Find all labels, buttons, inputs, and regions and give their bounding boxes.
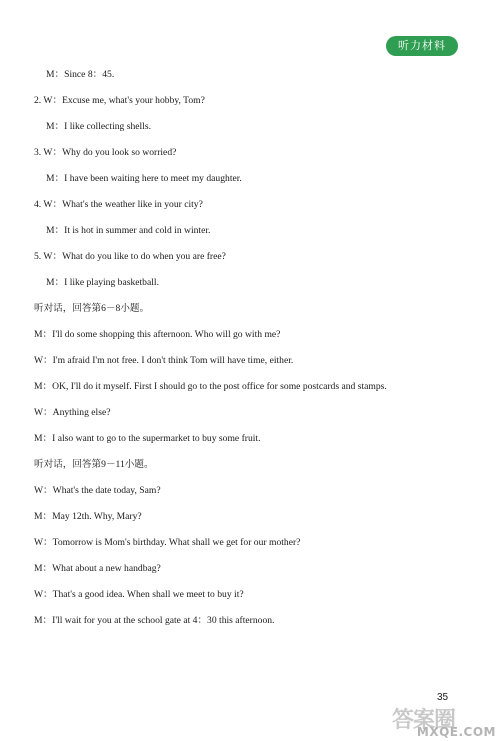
watermark-sub: MXQE.COM bbox=[416, 725, 496, 739]
transcript-line: 2. W：Excuse me, what's your hobby, Tom? bbox=[34, 95, 205, 106]
transcript-line: M：It is hot in summer and cold in winter. bbox=[46, 225, 211, 236]
section-tag: 听力材料 bbox=[386, 36, 458, 56]
transcript-line: 4. W：What's the weather like in your city? bbox=[34, 199, 203, 210]
transcript-line: M：OK, I'll do it myself. First I should go to the post office for some postcards and stamps. bbox=[34, 381, 387, 392]
transcript-line: M：I like playing basketball. bbox=[46, 277, 159, 288]
transcript-line: W：What's the date today, Sam? bbox=[34, 485, 161, 496]
transcript-line: 3. W：Why do you look so worried? bbox=[34, 147, 177, 158]
transcript-line: M：I'll do some shopping this afternoon. Who will go with me? bbox=[34, 329, 281, 340]
transcript-line: W：I'm afraid I'm not free. I don't think Tom will have time, either. bbox=[34, 355, 294, 366]
transcript-line: W：Anything else? bbox=[34, 407, 111, 418]
page-number: 35 bbox=[437, 692, 449, 703]
transcript-line: M：I have been waiting here to meet my daughter. bbox=[46, 173, 242, 184]
transcript-line: M：I like collecting shells. bbox=[46, 121, 151, 132]
section-instruction: 听对话，回答第6－8小题。 bbox=[34, 303, 150, 314]
transcript-line: W：That's a good idea. When shall we meet to buy it? bbox=[34, 589, 244, 600]
transcript-line: M：May 12th. Why, Mary? bbox=[34, 511, 142, 522]
transcript-line: W：Tomorrow is Mom's birthday. What shall we get for our mother? bbox=[34, 537, 301, 548]
watermark-logo bbox=[392, 703, 498, 739]
transcript-line: M：I'll wait for you at the school gate at 4：30 this afternoon. bbox=[34, 615, 275, 626]
transcript-line: M：What about a new handbag? bbox=[34, 563, 161, 574]
transcript-line: 5. W：What do you like to do when you are free? bbox=[34, 251, 226, 262]
transcript-line: M：Since 8：45. bbox=[46, 69, 115, 80]
transcript-line: M：I also want to go to the supermarket to buy some fruit. bbox=[34, 433, 261, 444]
section-instruction: 听对话，回答第9－11小题。 bbox=[34, 459, 154, 470]
watermark-main: 答案圈 bbox=[392, 708, 456, 733]
